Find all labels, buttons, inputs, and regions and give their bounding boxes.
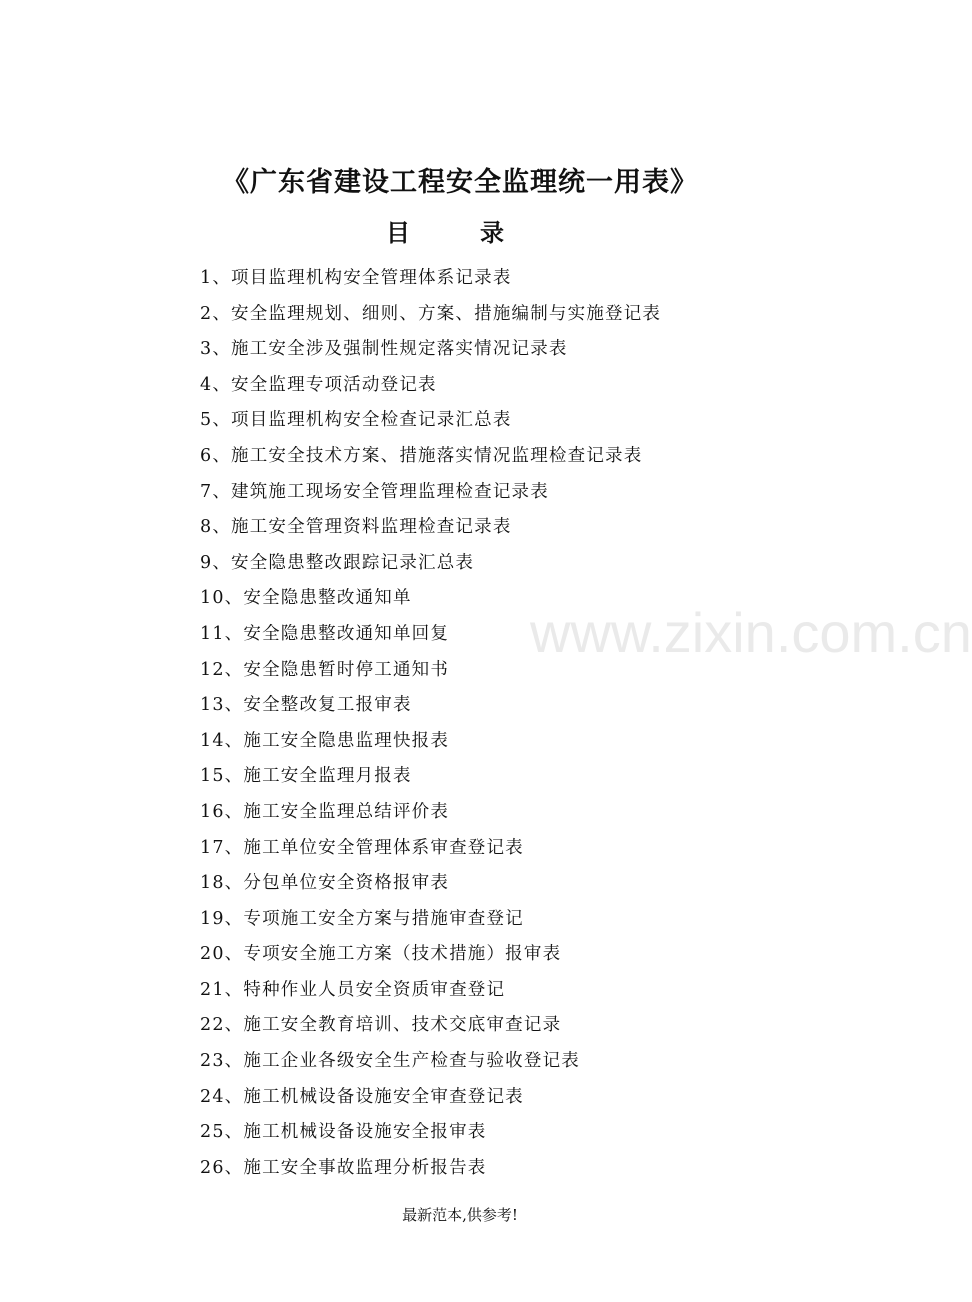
toc-item: 18、分包单位安全资格报审表 xyxy=(200,873,450,894)
toc-item: 22、施工安全教育培训、技术交底审查记录 xyxy=(200,1015,562,1036)
toc-item: 2、安全监理规划、细则、方案、措施编制与实施登记表 xyxy=(200,303,662,324)
toc-item: 10、安全隐患整改通知单 xyxy=(200,588,412,609)
toc-item: 4、安全监理专项活动登记表 xyxy=(200,374,437,395)
document-title: 《广东省建设工程安全监理统一用表》 xyxy=(222,167,698,198)
page-footer: 最新范本,供参考! xyxy=(402,1206,518,1224)
table-of-contents xyxy=(200,262,661,1187)
toc-item: 11、安全隐患整改通知单回复 xyxy=(200,623,450,644)
toc-item: 24、施工机械设备设施安全审查登记表 xyxy=(200,1086,524,1107)
toc-item: 25、施工机械设备设施安全报审表 xyxy=(200,1122,487,1143)
toc-item: 14、施工安全隐患监理快报表 xyxy=(200,730,450,751)
toc-item: 1、项目监理机构安全管理体系记录表 xyxy=(200,268,512,288)
toc-item: 16、施工安全监理总结评价表 xyxy=(200,801,450,822)
toc-item: 23、施工企业各级安全生产检查与验收登记表 xyxy=(200,1051,580,1072)
toc-item: 12、安全隐患暂时停工通知书 xyxy=(200,659,450,680)
toc-item: 6、施工安全技术方案、措施落实情况监理检查记录表 xyxy=(200,445,643,466)
toc-item: 21、特种作业人员安全资质审查登记 xyxy=(200,979,506,1000)
document-subtitle: 目录 xyxy=(386,218,574,247)
watermark: www.zixin.com.cn xyxy=(530,601,972,664)
toc-item: 5、项目监理机构安全检查记录汇总表 xyxy=(200,410,512,431)
toc-item: 7、建筑施工现场安全管理监理检查记录表 xyxy=(200,481,549,502)
toc-item: 17、施工单位安全管理体系审查登记表 xyxy=(200,837,524,858)
toc-item: 19、专项施工安全方案与措施审查登记 xyxy=(200,908,524,929)
toc-item: 15、施工安全监理月报表 xyxy=(200,766,412,787)
toc-item: 26、施工安全事故监理分析报告表 xyxy=(200,1157,487,1178)
toc-item: 20、专项安全施工方案（技术措施）报审表 xyxy=(200,944,562,965)
toc-item: 9、安全隐患整改跟踪记录汇总表 xyxy=(200,552,475,573)
toc-item: 8、施工安全管理资料监理检查记录表 xyxy=(200,517,512,538)
toc-item: 3、施工安全涉及强制性规定落实情况记录表 xyxy=(200,339,568,360)
toc-item: 13、安全整改复工报审表 xyxy=(200,695,412,716)
